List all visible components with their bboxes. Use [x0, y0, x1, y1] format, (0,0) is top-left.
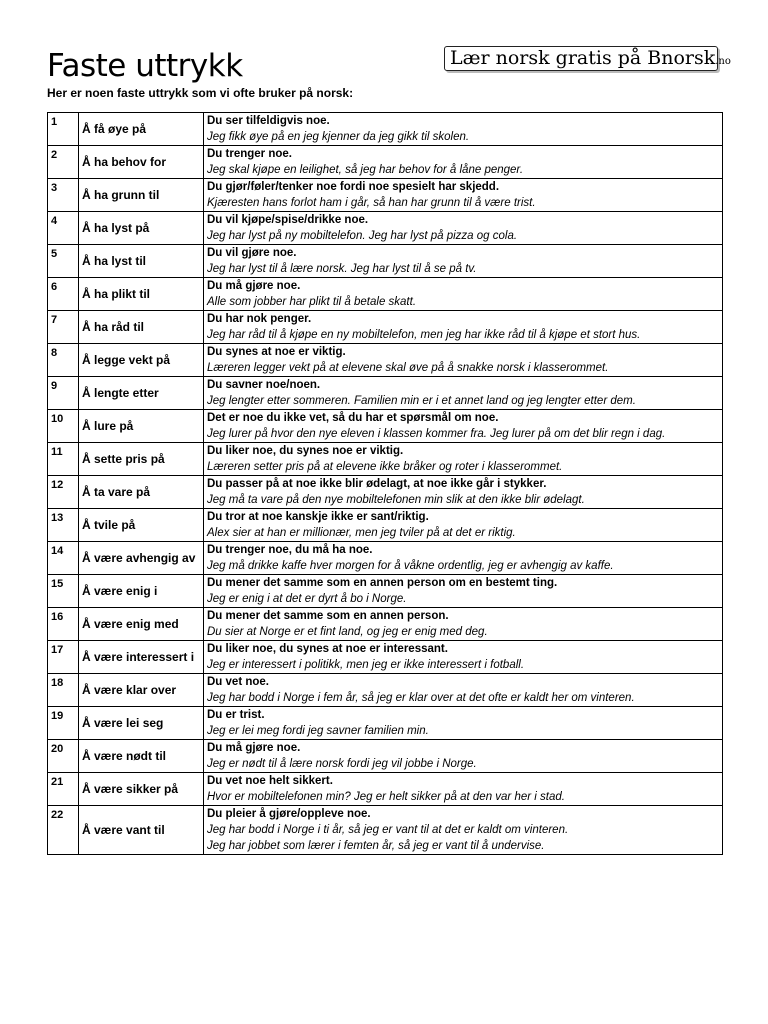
definition-text: Du vet noe.: [207, 676, 269, 688]
meaning-cell: [204, 608, 723, 641]
expression-cell: Å være avhengig av: [79, 542, 204, 575]
expression-cell: Å være enig med: [79, 608, 204, 641]
expression-cell: Å være sikker på: [79, 773, 204, 806]
example-sentence: Jeg er nødt til å lære norsk fordi jeg vil jobbe i Norge.: [207, 758, 477, 770]
example-sentence: Jeg må ta vare på den nye mobiltelefonen min slik at den ikke blir ødelagt.: [207, 494, 585, 506]
expression-cell: Å ha råd til: [79, 311, 204, 344]
page-title: Faste uttrykk: [47, 48, 243, 84]
expression-cell: Å ha grunn til: [79, 179, 204, 212]
row-number: 13: [48, 509, 79, 542]
meaning-cell: [204, 575, 723, 608]
meaning-cell: [204, 707, 723, 740]
meaning-cell: [204, 245, 723, 278]
example-sentence: Jeg fikk øye på en jeg kjenner da jeg gikk til skolen.: [207, 131, 470, 143]
meaning-cell: [204, 443, 723, 476]
example-sentence: Alle som jobber har plikt til å betale skatt.: [207, 296, 417, 308]
definition-text: Du vil kjøpe/spise/drikke noe.: [207, 214, 369, 226]
definition-text: Du synes at noe er viktig.: [207, 346, 346, 358]
example-sentence: Jeg må drikke kaffe hver morgen for å våkne ordentlig, jeg er avhengig av kaffe.: [207, 560, 614, 572]
row-number: 9: [48, 377, 79, 410]
expression-cell: Å lure på: [79, 410, 204, 443]
table-row: [48, 773, 723, 806]
meaning-cell: [204, 674, 723, 707]
meaning-cell: [204, 179, 723, 212]
expression-cell: Å få øye på: [79, 113, 204, 146]
definition-text: Du er trist.: [207, 709, 265, 721]
example-sentence: Læreren legger vekt på at elevene skal øve på å snakke norsk i klasserommet.: [207, 362, 609, 374]
example-sentence: Kjæresten hans forlot ham i går, så han har grunn til å være trist.: [207, 197, 536, 209]
expression-cell: Å ta vare på: [79, 476, 204, 509]
expression-cell: Å være enig i: [79, 575, 204, 608]
definition-text: Du pleier å gjøre/oppleve noe.: [207, 808, 371, 820]
table-row: [48, 113, 723, 146]
example-sentence: Jeg er enig i at det er dyrt å bo i Norge.: [207, 593, 407, 605]
row-number: 18: [48, 674, 79, 707]
table-row: [48, 806, 723, 855]
example-sentence: Jeg er lei meg fordi jeg savner familien min.: [207, 725, 429, 737]
table-row: [48, 212, 723, 245]
expressions-table: [47, 112, 723, 855]
definition-text: Du liker noe, du synes at noe er interessant.: [207, 643, 448, 655]
expression-cell: Å ha lyst på: [79, 212, 204, 245]
example-sentence: Jeg er interessert i politikk, men jeg er ikke interessert i fotball.: [207, 659, 525, 671]
table-row: [48, 608, 723, 641]
table-row: [48, 344, 723, 377]
example-sentence: Jeg har lyst på ny mobiltelefon. Jeg har lyst på pizza og cola.: [207, 230, 518, 242]
table-row: [48, 443, 723, 476]
definition-text: Du tror at noe kanskje ikke er sant/riktig.: [207, 511, 429, 523]
meaning-cell: [204, 113, 723, 146]
row-number: 1: [48, 113, 79, 146]
example-sentence: Du sier at Norge er et fint land, og jeg er enig med deg.: [207, 626, 488, 638]
example-sentence: Jeg lengter etter sommeren. Familien min er i et annet land og jeg lengter etter dem.: [207, 395, 636, 407]
expression-cell: Å ha plikt til: [79, 278, 204, 311]
row-number: 16: [48, 608, 79, 641]
table-row: [48, 377, 723, 410]
meaning-cell: [204, 641, 723, 674]
meaning-cell: [204, 146, 723, 179]
table-row: [48, 542, 723, 575]
table-row: [48, 179, 723, 212]
definition-text: Du liker noe, du synes noe er viktig.: [207, 445, 404, 457]
expression-cell: Å tvile på: [79, 509, 204, 542]
definition-text: Du trenger noe, du må ha noe.: [207, 544, 373, 556]
example-sentence: Jeg har råd til å kjøpe en ny mobiltelefon, men jeg har ikke råd til å kjøpe et stort hus.: [207, 329, 641, 341]
site-logo: [444, 46, 731, 71]
meaning-cell: [204, 344, 723, 377]
expression-cell: Å lengte etter: [79, 377, 204, 410]
row-number: 2: [48, 146, 79, 179]
row-number: 11: [48, 443, 79, 476]
row-number: 3: [48, 179, 79, 212]
page-subtitle: Her er noen faste uttrykk som vi ofte bruker på norsk:: [47, 86, 354, 100]
meaning-cell: [204, 806, 723, 855]
meaning-cell: [204, 740, 723, 773]
expression-cell: Å være klar over: [79, 674, 204, 707]
meaning-cell: [204, 278, 723, 311]
row-number: 22: [48, 806, 79, 855]
table-row: [48, 476, 723, 509]
expression-cell: Å sette pris på: [79, 443, 204, 476]
row-number: 15: [48, 575, 79, 608]
meaning-cell: [204, 476, 723, 509]
definition-text: Du vil gjøre noe.: [207, 247, 297, 259]
table-row: [48, 278, 723, 311]
row-number: 19: [48, 707, 79, 740]
expression-cell: Å være vant til: [79, 806, 204, 855]
expression-cell: Å være interessert i: [79, 641, 204, 674]
expression-cell: Å ha lyst til: [79, 245, 204, 278]
meaning-cell: [204, 212, 723, 245]
definition-text: Du mener det samme som en annen person.: [207, 610, 449, 622]
row-number: 5: [48, 245, 79, 278]
expression-cell: Å legge vekt på: [79, 344, 204, 377]
example-sentence: Jeg skal kjøpe en leilighet, så jeg har behov for å låne penger.: [207, 164, 524, 176]
definition-text: Du passer på at noe ikke blir ødelagt, at noe ikke går i stykker.: [207, 478, 547, 490]
meaning-cell: [204, 377, 723, 410]
row-number: 20: [48, 740, 79, 773]
logo-domain: .no: [715, 56, 731, 67]
table-row: [48, 674, 723, 707]
row-number: 10: [48, 410, 79, 443]
row-number: 8: [48, 344, 79, 377]
definition-text: Du gjør/føler/tenker noe fordi noe spesielt har skjedd.: [207, 181, 500, 193]
meaning-cell: [204, 311, 723, 344]
definition-text: Du trenger noe.: [207, 148, 292, 160]
example-sentence: Jeg lurer på hvor den nye eleven i klassen kommer fra. Jeg lurer på om det blir regn i dag.: [207, 428, 666, 440]
row-number: 21: [48, 773, 79, 806]
table-row: [48, 410, 723, 443]
table-row: [48, 707, 723, 740]
definition-text: Du må gjøre noe.: [207, 742, 301, 754]
example-sentence: Jeg har bodd i Norge i fem år, så jeg er klar over at det ofte er kaldt her om vinteren.: [207, 692, 635, 704]
example-sentence: Jeg har lyst til å lære norsk. Jeg har lyst til å se på tv.: [207, 263, 477, 275]
meaning-cell: [204, 542, 723, 575]
definition-text: Du mener det samme som en annen person om en bestemt ting.: [207, 577, 558, 589]
expression-cell: Å være lei seg: [79, 707, 204, 740]
definition-text: Du har nok penger.: [207, 313, 312, 325]
meaning-cell: [204, 410, 723, 443]
table-row: [48, 311, 723, 344]
example-sentence: Jeg har jobbet som lærer i femten år, så jeg er vant til å undervise.: [207, 840, 545, 852]
row-number: 12: [48, 476, 79, 509]
row-number: 14: [48, 542, 79, 575]
row-number: 7: [48, 311, 79, 344]
example-sentence: Hvor er mobiltelefonen min? Jeg er helt sikker på at den var her i stad.: [207, 791, 565, 803]
expression-cell: Å være nødt til: [79, 740, 204, 773]
table-row: [48, 575, 723, 608]
table-row: [48, 509, 723, 542]
row-number: 17: [48, 641, 79, 674]
row-number: 4: [48, 212, 79, 245]
definition-text: Det er noe du ikke vet, så du har et spørsmål om noe.: [207, 412, 499, 424]
row-number: 6: [48, 278, 79, 311]
table-row: [48, 146, 723, 179]
definition-text: Du ser tilfeldigvis noe.: [207, 115, 330, 127]
example-sentence: Alex sier at han er millionær, men jeg tviler på at det er riktig.: [207, 527, 516, 539]
definition-text: Du savner noe/noen.: [207, 379, 321, 391]
table-row: [48, 641, 723, 674]
table-row: [48, 245, 723, 278]
example-sentence: Læreren setter pris på at elevene ikke bråker og roter i klasserommet.: [207, 461, 563, 473]
logo-text: Lær norsk gratis på Bnorsk: [450, 47, 716, 69]
meaning-cell: [204, 773, 723, 806]
expression-cell: Å ha behov for: [79, 146, 204, 179]
definition-text: Du må gjøre noe.: [207, 280, 301, 292]
meaning-cell: [204, 509, 723, 542]
table-row: [48, 740, 723, 773]
example-sentence: Jeg har bodd i Norge i ti år, så jeg er vant til at det er kaldt om vinteren.: [207, 824, 569, 836]
definition-text: Du vet noe helt sikkert.: [207, 775, 333, 787]
